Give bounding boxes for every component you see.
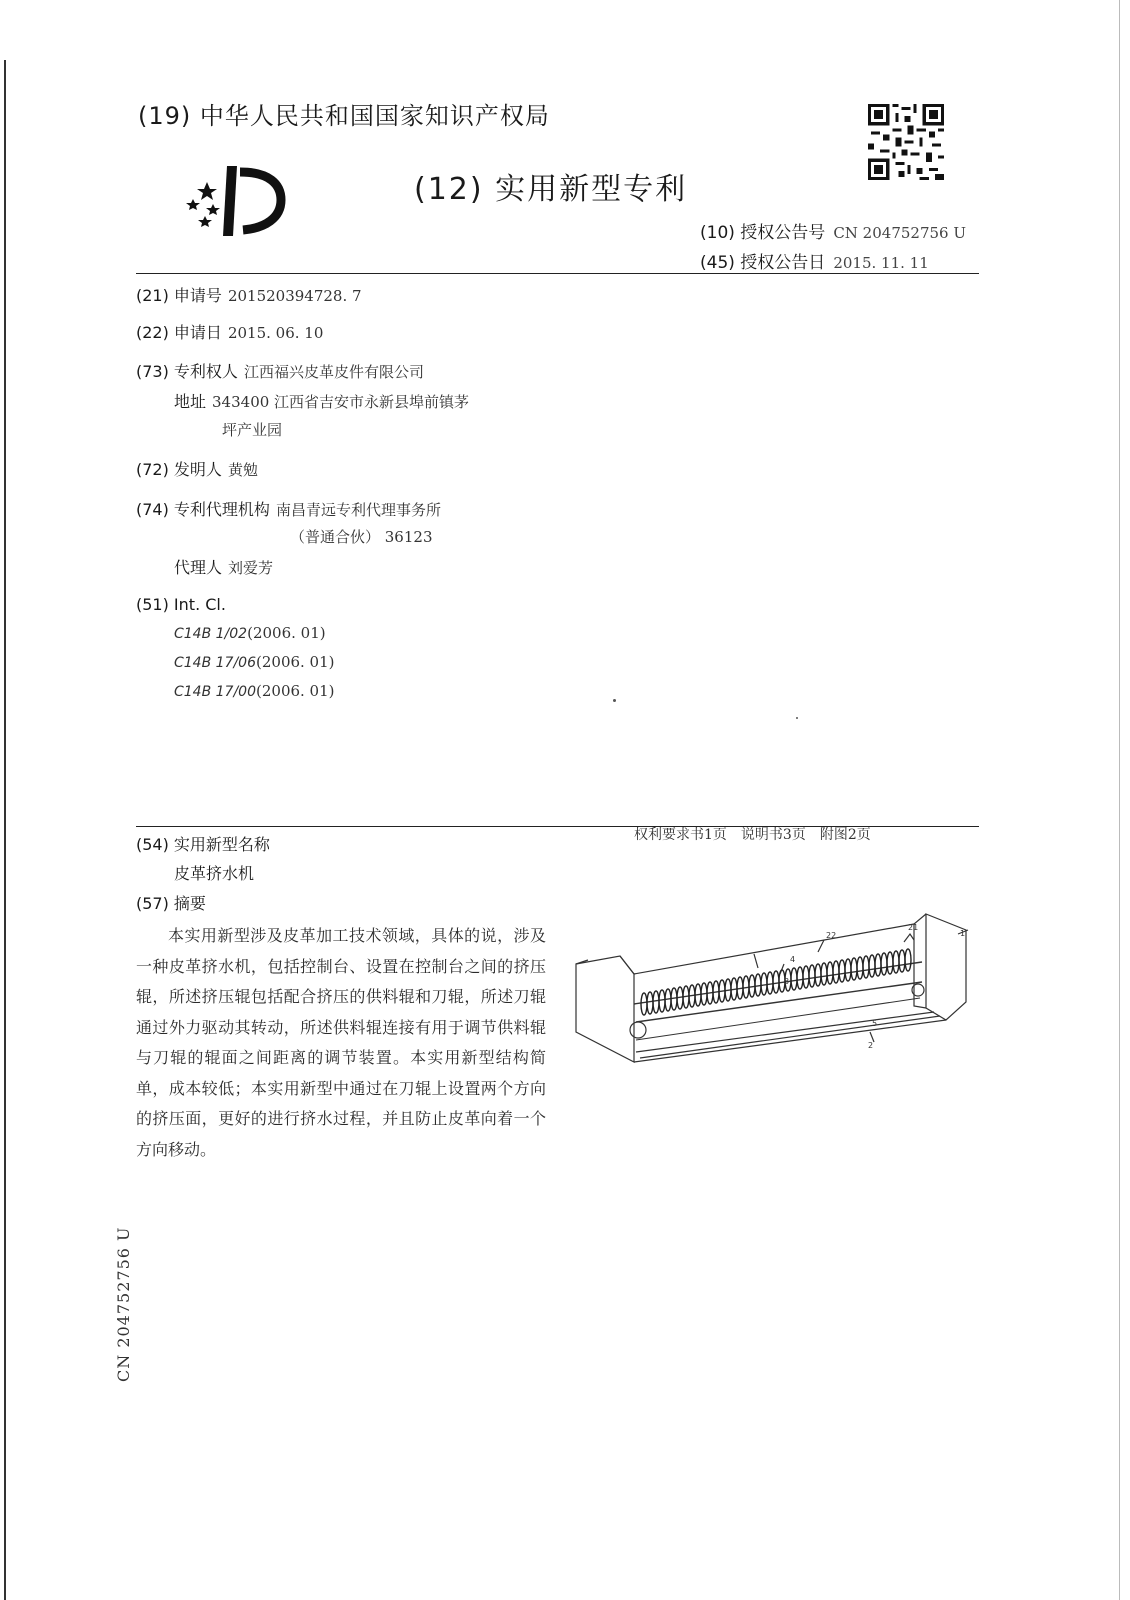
agent bbox=[174, 555, 273, 578]
drawing-pages: 附图2页 bbox=[819, 827, 871, 843]
scan-speck bbox=[796, 717, 798, 719]
filing-date-value: 2015. 06. 10 bbox=[227, 324, 324, 342]
ipc-entry bbox=[174, 624, 326, 642]
claims-pages: 权利要求书1页 bbox=[634, 827, 727, 843]
section-rule bbox=[136, 826, 979, 827]
scan-edge-right bbox=[1119, 0, 1120, 1600]
filing-date bbox=[136, 320, 323, 343]
ipc-entry bbox=[174, 682, 335, 700]
agent-value: 刘爱芳 bbox=[228, 559, 274, 577]
abstract-text: 本实用新型涉及皮革加工技术领域，具体的说，涉及一种皮革挤水机，包括控制台、设置在控制台之间的挤压辊，所述挤压辊包括配合挤压的供料辊和刀辊，所述刀辊通过外力驱动其转动，所述供料辊连接有用于调节供料辊与刀辊的辊面之间距离的调节装置。本实用新型结构简单，成本较低；本实用新型中通过在刀辊上设置两个方向的挤压面，更好的进行挤水过程，并且防止皮革向着一个方向移动。 bbox=[136, 926, 546, 1159]
patent-agency-value: 南昌青远专利代理事务所 bbox=[275, 501, 441, 519]
patentee-value: 江西福兴皮革皮件有限公司 bbox=[243, 363, 424, 381]
ipc-code: C14B 1/02 bbox=[174, 626, 248, 642]
patent-agency-line-2: （普通合伙） 36123 bbox=[290, 528, 433, 546]
issuing-office: (19) 中华人民共和国国家知识产权局 bbox=[138, 102, 550, 130]
publication-date bbox=[700, 248, 929, 273]
address-continued bbox=[222, 419, 282, 440]
address bbox=[174, 389, 469, 412]
scan-edge-left bbox=[4, 60, 6, 1600]
figure-label: 5 bbox=[872, 1019, 878, 1028]
patent-agency-continued bbox=[290, 526, 433, 547]
figure-label: 3 bbox=[784, 977, 790, 986]
ipc-version: (2006. 01) bbox=[256, 682, 335, 700]
header-rule bbox=[136, 273, 979, 274]
figure-label: 22 bbox=[826, 931, 837, 940]
address-line-2: 坪产业园 bbox=[222, 421, 283, 439]
ipc-label: (51) Int. Cl. bbox=[136, 595, 226, 614]
inventor-value: 黄勉 bbox=[227, 461, 258, 479]
application-number-value: 201520394728. 7 bbox=[227, 287, 362, 305]
figure-label: 2 bbox=[868, 1041, 874, 1050]
document-type: (12) 实用新型专利 bbox=[414, 172, 688, 207]
figure-label: 1 bbox=[960, 929, 966, 938]
inventor bbox=[136, 457, 258, 480]
patentee bbox=[136, 359, 424, 382]
machine-drawing bbox=[574, 912, 974, 1072]
publication-date-label: (45) 授权公告日 bbox=[700, 253, 826, 273]
ipc-code: C14B 17/06 bbox=[174, 655, 256, 671]
inventor-label: (72) 发明人 bbox=[136, 460, 222, 479]
agent-label: 代理人 bbox=[174, 558, 223, 577]
patentee-label: (73) 专利权人 bbox=[136, 362, 238, 381]
address-label: 地址 bbox=[174, 392, 207, 411]
ipc-code: C14B 17/00 bbox=[174, 684, 256, 700]
utility-model-title-label: (54) 实用新型名称 bbox=[136, 835, 270, 854]
side-publication-number: CN 204752756 U bbox=[114, 1226, 133, 1382]
publication-number bbox=[700, 218, 966, 243]
patent-agency-label: (74) 专利代理机构 bbox=[136, 500, 270, 519]
figure-label: 21 bbox=[908, 923, 919, 932]
page-counts bbox=[634, 824, 885, 844]
utility-model-title: 皮革挤水机 bbox=[174, 864, 255, 883]
description-pages: 说明书3页 bbox=[740, 827, 806, 843]
filing-date-label: (22) 申请日 bbox=[136, 323, 222, 342]
publication-date-value: 2015. 11. 11 bbox=[833, 254, 929, 272]
application-number bbox=[136, 283, 362, 306]
application-number-label: (21) 申请号 bbox=[136, 286, 222, 305]
qr-code bbox=[868, 104, 944, 180]
scan-speck bbox=[613, 699, 616, 702]
patent-agency bbox=[136, 497, 441, 520]
publication-number-value: CN 204752756 U bbox=[833, 224, 966, 242]
ipc-version: (2006. 01) bbox=[256, 653, 335, 671]
ipc-version: (2006. 01) bbox=[247, 624, 326, 642]
abstract-label: (57) 摘要 bbox=[136, 894, 206, 913]
publication-number-label: (10) 授权公告号 bbox=[700, 223, 826, 243]
figure-label: 4 bbox=[790, 955, 796, 964]
ipc-entry bbox=[174, 653, 335, 671]
cnipa-logo bbox=[183, 158, 288, 240]
address-line-1: 343400 江西省吉安市永新县埠前镇茅 bbox=[212, 393, 470, 411]
